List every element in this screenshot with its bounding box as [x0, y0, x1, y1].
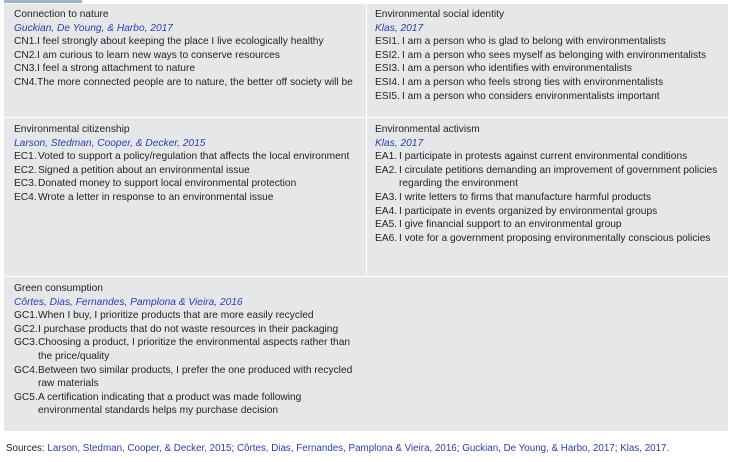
list-item [14, 191, 359, 205]
item-list [14, 309, 359, 418]
item-text: A certification indicating that a product was made following environmental standards helps my purchase decision [38, 391, 302, 417]
section-environmental-activism [375, 123, 720, 245]
section-title: Environmental social identity [375, 9, 505, 20]
list-item [375, 49, 715, 63]
item-code: GC3. [14, 337, 38, 349]
section-title: Environmental activism [375, 124, 480, 135]
list-item [375, 164, 720, 191]
item-code: EA3. [375, 191, 398, 203]
section-environmental-social-identity [375, 8, 715, 103]
item-code: CN2. [14, 49, 38, 61]
item-text: I participate in events organized by environmental groups [399, 205, 658, 217]
list-item [14, 323, 359, 337]
item-code: EC2. [14, 164, 37, 176]
item-code: ESI3. [375, 63, 400, 75]
row-divider [4, 276, 728, 277]
item-text: Between two similar products, I prefer the one produced with recycled raw materials [38, 364, 353, 390]
item-code: GC1. [14, 310, 38, 322]
item-text: I am a person who feels strong ties with environmentalists [402, 76, 664, 88]
list-item [375, 76, 715, 90]
list-item [375, 62, 715, 76]
item-code: EC3. [14, 178, 37, 190]
list-item [14, 336, 359, 363]
item-text: Signed a petition about an environmental issue [38, 164, 250, 176]
item-text: I am a person who identifies with environmentalists [402, 63, 632, 75]
item-code: CN4. [14, 76, 38, 88]
item-text: I give financial support to an environmental group [399, 219, 622, 231]
list-item [14, 62, 364, 76]
item-text: The more connected people are to nature, the better off society will be [37, 76, 353, 88]
item-text: I write letters to firms that manufacture harmful products [399, 191, 651, 203]
list-item [14, 164, 359, 178]
item-code: EA4. [375, 205, 398, 217]
section-connection-to-nature [14, 8, 364, 90]
item-code: ESI5. [375, 90, 400, 102]
item-code: CN1. [14, 36, 38, 48]
section-title: Environmental citizenship [14, 124, 130, 135]
item-list [375, 150, 720, 245]
item-list [14, 35, 364, 89]
section-source-link[interactable]: Klas, 2017 [375, 137, 424, 149]
source-ref-link[interactable]: Guckian, De Young, & Harbo, 2017 [462, 443, 615, 454]
source-ref-link[interactable]: Larson, Stedman, Cooper, & Decker, 2015 [47, 443, 232, 454]
list-item [14, 309, 359, 323]
item-text: Voted to support a policy/regulation that affects the local environment [38, 151, 350, 163]
item-text: Donated money to support local environmental protection [38, 178, 297, 190]
list-item [14, 35, 364, 49]
section-green-consumption [14, 282, 359, 418]
item-code: EA5. [375, 219, 398, 231]
scales-table [4, 4, 728, 431]
list-item [14, 391, 359, 418]
section-source-link[interactable]: Klas, 2017 [375, 22, 424, 34]
item-code: EC4. [14, 191, 37, 203]
item-text: When I buy, I prioritize products that are more easily recycled [38, 310, 314, 322]
item-text: I am curious to learn new ways to conserve resources [37, 49, 280, 61]
section-title: Connection to nature [14, 9, 109, 20]
list-item [375, 150, 720, 164]
source-ref-link[interactable]: Côrtes, Dias, Fernandes, Pamplona & Vieira, 2016 [236, 443, 457, 454]
section-title: Green consumption [14, 283, 103, 294]
item-text: I vote for a government proposing environmentally conscious policies [399, 232, 711, 244]
list-item [14, 150, 359, 164]
section-environmental-citizenship [14, 123, 359, 205]
section-source-link[interactable]: Guckian, De Young, & Harbo, 2017 [14, 22, 173, 34]
list-item [14, 49, 364, 63]
item-text: I participate in protests against current environmental conditions [399, 151, 688, 163]
list-item [14, 364, 359, 391]
list-item [375, 218, 720, 232]
list-item [375, 35, 715, 49]
section-source-link[interactable]: Côrtes, Dias, Fernandes, Pamplona & Vieira, 2016 [14, 296, 243, 308]
table-header-accent [4, 0, 82, 3]
item-code: ESI1. [375, 36, 400, 48]
column-divider [366, 4, 367, 276]
item-code: ESI2. [375, 49, 400, 61]
item-text: Choosing a product, I prioritize the environmental aspects rather than the price/quality [38, 337, 351, 362]
item-list [14, 150, 359, 204]
item-code: ESI4. [375, 76, 400, 88]
item-code: EA2. [375, 164, 398, 176]
item-text: I am a person who sees myself as belonging with environmentalists [402, 49, 707, 61]
item-text: I feel a strong attachment to nature [37, 63, 196, 75]
item-text: I feel strongly about keeping the place I live ecologically healthy [37, 36, 324, 48]
item-list [375, 35, 715, 103]
list-item [14, 76, 364, 90]
sources-label: Sources: [6, 443, 45, 454]
item-code: GC2. [14, 323, 38, 335]
item-text: I am a person who is glad to belong with environmentalists [402, 36, 666, 48]
list-item [375, 205, 720, 219]
item-code: GC4. [14, 364, 38, 376]
list-item [375, 90, 715, 104]
list-item [14, 177, 359, 191]
list-item [375, 232, 720, 246]
item-text: I circulate petitions demanding an improvement of government policies regarding the environment [399, 164, 718, 190]
item-code: EA1. [375, 151, 398, 163]
item-code: CN3. [14, 63, 38, 75]
item-text: I purchase products that do not waste resources in their packaging [38, 323, 339, 335]
item-code: EC1. [14, 151, 37, 163]
item-code: GC5. [14, 391, 38, 403]
item-text: Wrote a letter in response to an environmental issue [38, 191, 274, 203]
list-item [375, 191, 720, 205]
item-text: I am a person who considers environmentalists important [402, 90, 660, 102]
item-code: EA6. [375, 232, 398, 244]
source-ref-link[interactable]: Klas, 2017. [620, 443, 670, 454]
section-source-link[interactable]: Larson, Stedman, Cooper, & Decker, 2015 [14, 137, 206, 149]
sources-footnote: Sources: Larson, Stedman, Cooper, & Decker, 2015; Côrtes, Dias, Fernandes, Pamplona & Vieira, 2016; Guckian, De Young, & Harbo, 2017; Klas, 2017. [6, 443, 670, 454]
